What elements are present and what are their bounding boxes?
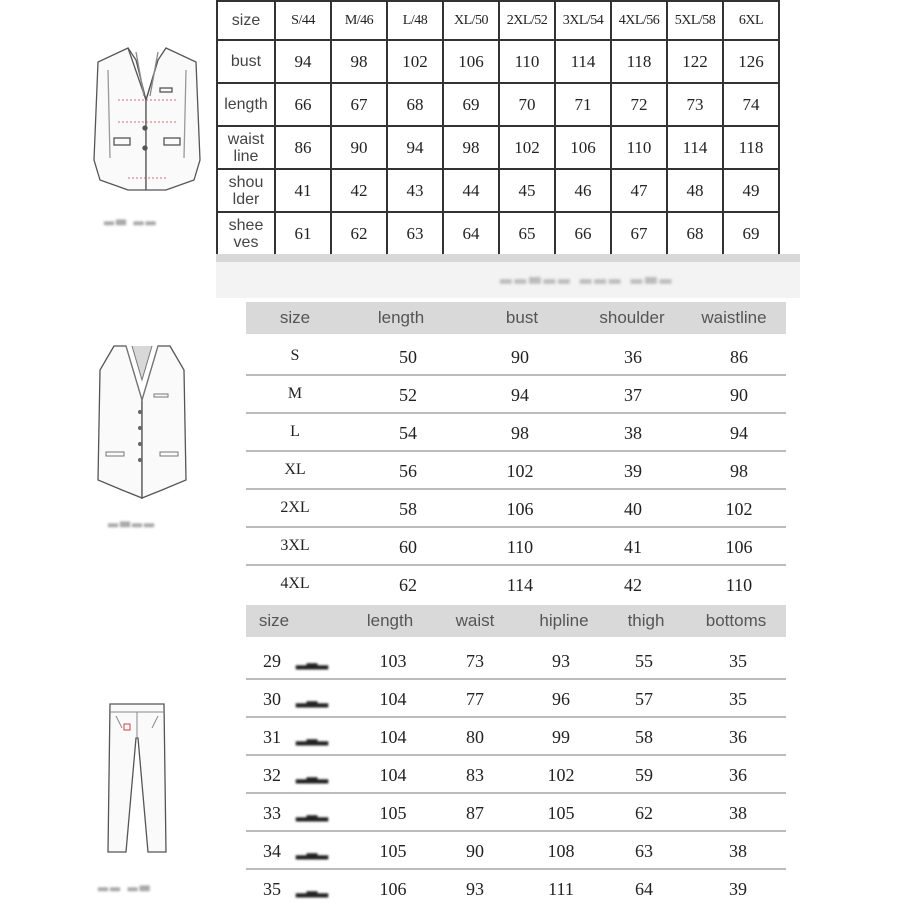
pants-row-note-blur: ▂▃▂: [295, 807, 329, 822]
pants-caption-blur: ▂▂ ▂▃: [98, 876, 152, 891]
pants-cell: 96: [552, 689, 570, 709]
pants-cell: 33: [263, 803, 281, 823]
pants-row: [246, 870, 786, 906]
pants-row-note-blur: ▂▃▂: [295, 883, 329, 898]
pants-header-1: length: [366, 611, 414, 630]
jacket-cell: 94: [387, 126, 443, 169]
jacket-cell: 64: [443, 212, 499, 255]
pants-cell: 36: [729, 727, 747, 747]
jacket-cell: 122: [667, 40, 723, 83]
pants-row-note-blur: ▂▃▂: [295, 769, 329, 784]
vest-row: [246, 338, 786, 376]
vest-row: [246, 566, 786, 602]
jacket-row-label-line: bust: [230, 53, 262, 70]
jacket-illustration: [88, 40, 206, 200]
pants-cell: 108: [547, 841, 575, 861]
jacket-cell: 65: [499, 212, 555, 255]
vest-cell: 41: [624, 537, 642, 557]
jacket-cell: 67: [331, 83, 387, 126]
vest-cell: 58: [399, 499, 417, 519]
vest-header-2: bust: [505, 308, 539, 327]
vest-illustration: [92, 340, 192, 500]
jacket-cell: 45: [499, 169, 555, 212]
pants-cell: 36: [729, 765, 747, 785]
jacket-size: XL/50: [443, 1, 499, 40]
jacket-size: L/48: [387, 1, 443, 40]
pants-cell: 104: [379, 689, 407, 709]
jacket-cell: 44: [443, 169, 499, 212]
jacket-size-row: [217, 1, 779, 40]
jacket-cell: 46: [555, 169, 611, 212]
jacket-cell: 67: [611, 212, 667, 255]
pants-cell: 83: [466, 765, 484, 785]
pants-row-note-blur: ▂▃▂: [295, 693, 329, 708]
pants-row: [246, 680, 786, 718]
pants-cell: 63: [635, 841, 653, 861]
pants-cell: 57: [635, 689, 653, 709]
pants-cell: 29: [263, 651, 281, 671]
pants-header-row: [246, 605, 786, 637]
pants-cell: 87: [466, 803, 484, 823]
pants-cell: 106: [379, 879, 407, 899]
pants-cell: 111: [548, 879, 574, 899]
jacket-row-label-line: shee: [228, 216, 264, 234]
vest-cell: 102: [725, 499, 753, 519]
pants-cell: 35: [263, 879, 281, 899]
vest-header-0: size: [279, 308, 311, 327]
vest-row: [246, 452, 786, 490]
jacket-row-label: [217, 40, 275, 83]
vest-header-4: waistline: [701, 308, 767, 327]
vest-cell: 90: [730, 385, 748, 405]
jacket-row-label-line: length: [224, 96, 268, 113]
pants-cell: 93: [466, 879, 484, 899]
pants-cell: 102: [547, 765, 575, 785]
jacket-cell: 73: [667, 83, 723, 126]
jacket-cell: 102: [499, 126, 555, 169]
jacket-cell: 110: [499, 40, 555, 83]
jacket-cell: 41: [275, 169, 331, 212]
vest-cell: 98: [730, 461, 748, 481]
pants-cell: 105: [379, 841, 407, 861]
vest-row: [246, 528, 786, 566]
vest-cell: 102: [506, 461, 534, 481]
vest-cell: 106: [725, 537, 753, 557]
pants-row-note-blur: ▂▃▂: [295, 731, 329, 746]
jacket-cell: 72: [611, 83, 667, 126]
pants-cell: 59: [635, 765, 653, 785]
pants-cell: 103: [379, 651, 407, 671]
vest-cell: 62: [399, 575, 417, 595]
jacket-row-label: [217, 83, 275, 126]
pants-cell: 104: [379, 727, 407, 747]
vest-cell: 4XL: [280, 575, 310, 592]
pants-cell: 58: [635, 727, 653, 747]
jacket-cell: 42: [331, 169, 387, 212]
jacket-cell: 70: [499, 83, 555, 126]
jacket-cell: 90: [331, 126, 387, 169]
pants-cell: 90: [466, 841, 484, 861]
jacket-cell: 126: [723, 40, 779, 83]
jacket-row-label-line: line: [233, 147, 259, 165]
vest-header-1: length: [377, 308, 425, 327]
vest-cell: 56: [399, 461, 417, 481]
pants-header-0: size: [258, 611, 290, 630]
pants-header-3: hipline: [539, 611, 589, 630]
jacket-measure-row: [217, 40, 779, 83]
jacket-note-blur: ▂▂▃▂▂ ▂▂▂ ▂▃▂: [500, 267, 675, 284]
pants-row: [246, 832, 786, 870]
vest-cell: 90: [511, 347, 529, 367]
jacket-cell: 106: [443, 40, 499, 83]
jacket-cell: 68: [667, 212, 723, 255]
pants-cell: 38: [729, 803, 747, 823]
jacket-caption-blur: ▂▃ ▂▂: [104, 210, 158, 225]
pants-cell: 99: [552, 727, 570, 747]
pants-cell: 34: [263, 841, 281, 861]
pants-cell: 105: [379, 803, 407, 823]
vest-row: [246, 414, 786, 452]
pants-cell: 104: [379, 765, 407, 785]
pants-cell: 39: [729, 879, 747, 899]
jacket-cell: 63: [387, 212, 443, 255]
jacket-measure-row: [217, 126, 779, 169]
pants-cell: 31: [263, 727, 281, 747]
jacket-cell: 118: [723, 126, 779, 169]
vest-cell: 52: [399, 385, 417, 405]
pants-row: [246, 642, 786, 680]
vest-caption-blur: ▂▃▂▂: [108, 512, 156, 527]
pants-cell: 62: [635, 803, 653, 823]
jacket-cell: 98: [331, 40, 387, 83]
vest-cell: 60: [399, 537, 417, 557]
vest-row: [246, 376, 786, 414]
vest-cell: 39: [624, 461, 642, 481]
jacket-size: 6XL: [723, 1, 779, 40]
vest-cell: 36: [624, 347, 642, 367]
jacket-size: 3XL/54: [555, 1, 611, 40]
vest-cell: 42: [624, 575, 642, 595]
jacket-cell: 43: [387, 169, 443, 212]
pants-cell: 32: [263, 765, 281, 785]
jacket-cell: 98: [443, 126, 499, 169]
pants-illustration: [104, 698, 170, 856]
jacket-cell: 114: [667, 126, 723, 169]
pants-cell: 35: [729, 651, 747, 671]
jacket-row-label: [217, 169, 275, 212]
vest-cell: 37: [624, 385, 642, 405]
vest-cell: 3XL: [280, 537, 310, 554]
jacket-measure-row: [217, 83, 779, 126]
pants-row: [246, 794, 786, 832]
jacket-cell: 86: [275, 126, 331, 169]
jacket-row-label-line: ves: [233, 233, 259, 251]
vest-cell: 110: [725, 575, 753, 595]
jacket-cell: 74: [723, 83, 779, 126]
vest-cell: 106: [506, 499, 534, 519]
pants-header-5: bottoms: [705, 611, 767, 630]
jacket-size: 2XL/52: [499, 1, 555, 40]
jacket-size-table: [216, 0, 780, 256]
pants-cell: 105: [547, 803, 575, 823]
jacket-cell: 66: [555, 212, 611, 255]
jacket-row-label-line: waist: [227, 130, 265, 148]
jacket-cell: 106: [555, 126, 611, 169]
jacket-row-label-line: lder: [232, 190, 260, 208]
vest-cell: S: [290, 347, 300, 364]
jacket-cell: 62: [331, 212, 387, 255]
jacket-cell: 94: [275, 40, 331, 83]
pants-cell: 80: [466, 727, 484, 747]
jacket-cell: 102: [387, 40, 443, 83]
jacket-cell: 118: [611, 40, 667, 83]
jacket-size-label: size: [217, 1, 275, 40]
vest-cell: 94: [730, 423, 748, 443]
pants-cell: 30: [263, 689, 281, 709]
vest-cell: XL: [284, 461, 306, 478]
pants-row: [246, 756, 786, 794]
jacket-cell: 61: [275, 212, 331, 255]
pants-cell: 35: [729, 689, 747, 709]
vest-header-row: [246, 302, 786, 334]
vest-header-3: shoulder: [599, 308, 665, 327]
vest-cell: 50: [399, 347, 417, 367]
pants-cell: 64: [635, 879, 653, 899]
vest-cell: 54: [399, 423, 417, 443]
jacket-cell: 48: [667, 169, 723, 212]
jacket-cell: 114: [555, 40, 611, 83]
jacket-size: S/44: [275, 1, 331, 40]
pants-header-4: thigh: [627, 611, 665, 630]
vest-cell: 110: [506, 537, 534, 557]
jacket-table-shadow: [216, 254, 800, 262]
jacket-size: M/46: [331, 1, 387, 40]
vest-cell: 94: [511, 385, 529, 405]
jacket-cell: 49: [723, 169, 779, 212]
pants-cell: 73: [466, 651, 484, 671]
vest-cell: 98: [511, 423, 529, 443]
jacket-measure-row: [217, 169, 779, 212]
vest-row: [246, 490, 786, 528]
pants-row-note-blur: ▂▃▂: [295, 655, 329, 670]
pants-header-2: waist: [455, 611, 495, 630]
jacket-cell: 110: [611, 126, 667, 169]
pants-cell: 38: [729, 841, 747, 861]
jacket-cell: 47: [611, 169, 667, 212]
pants-row-note-blur: ▂▃▂: [295, 845, 329, 860]
vest-cell: 38: [624, 423, 642, 443]
vest-cell: 86: [730, 347, 748, 367]
jacket-cell: 69: [723, 212, 779, 255]
pants-cell: 77: [466, 689, 484, 709]
vest-cell: M: [287, 385, 303, 402]
jacket-cell: 66: [275, 83, 331, 126]
pants-cell: 93: [552, 651, 570, 671]
jacket-row-label-line: shou: [228, 173, 264, 191]
vest-cell: 40: [624, 499, 642, 519]
jacket-size: 4XL/56: [611, 1, 667, 40]
jacket-cell: 68: [387, 83, 443, 126]
jacket-row-label: [217, 212, 275, 255]
vest-cell: 114: [506, 575, 534, 595]
pants-cell: 55: [635, 651, 653, 671]
jacket-measure-row: [217, 212, 779, 255]
jacket-cell: 71: [555, 83, 611, 126]
pants-row: [246, 718, 786, 756]
vest-cell: L: [290, 423, 300, 440]
jacket-row-label: [217, 126, 275, 169]
vest-cell: 2XL: [280, 499, 310, 516]
jacket-cell: 69: [443, 83, 499, 126]
jacket-size: 5XL/58: [667, 1, 723, 40]
